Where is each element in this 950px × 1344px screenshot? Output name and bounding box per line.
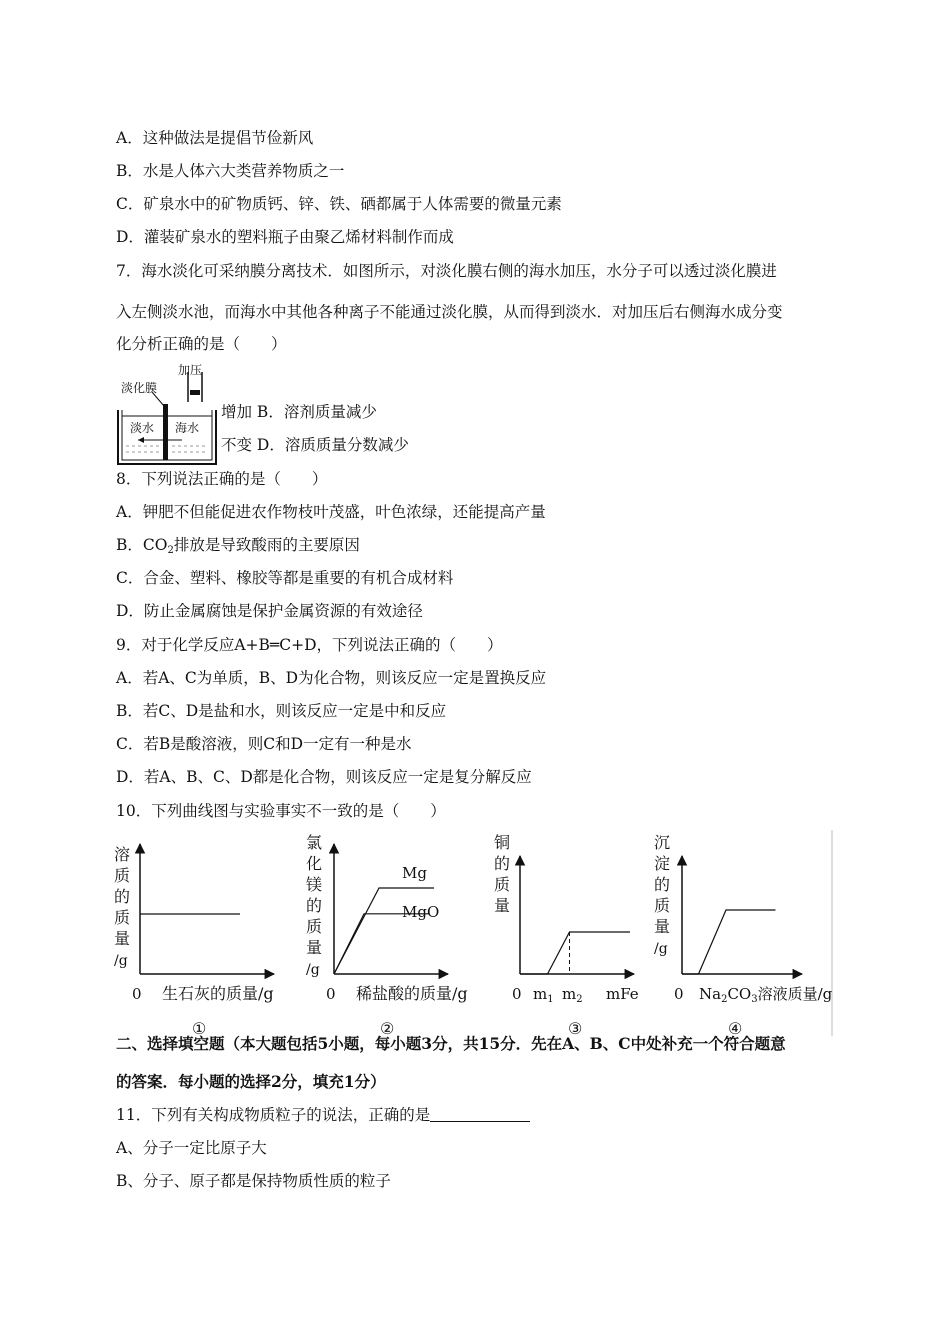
chart-3-xlabel: mFe (606, 985, 639, 1003)
chart-2-legend-mgo: MgO (402, 903, 440, 921)
chart-2-mg-line (334, 888, 434, 974)
q11-answer-blank[interactable] (430, 1107, 530, 1122)
svg-text:量: 量 (494, 896, 511, 915)
q6-option-b: B．水是人体六大类营养物质之一 (116, 162, 345, 180)
q9-option-a: A．若A、C为单质，B、D为化合物，则该反应一定是置换反应 (116, 669, 547, 687)
svg-text:溶: 溶 (114, 845, 131, 864)
chart-1-number: ① (192, 1019, 207, 1038)
q11-option-b: B、分子、原子都是保持物质性质的粒子 (116, 1172, 391, 1190)
chart-1-origin: 0 (132, 985, 142, 1003)
svg-text:质: 质 (114, 908, 131, 927)
q7-options-row1: 增加 B．溶剂质量减少 (221, 403, 377, 421)
q7-stem-line2: 入左侧淡水池，而海水中其他各种离子不能通过淡化膜，从而得到淡水．对加压后右侧海水成分变 (116, 303, 783, 321)
q7-membrane-figure (116, 362, 220, 468)
q10-stem: 10．下列曲线图与实验事实不一致的是（ ） (116, 802, 446, 820)
q8-option-b: B．$CO_2$排放是导致酸雨的主要原因 (116, 536, 360, 556)
q7-options-row2: 不变 D．溶质质量分数减少 (221, 436, 409, 454)
chart-4 (654, 833, 833, 1038)
svg-text:化: 化 (306, 854, 323, 873)
q9-option-c: C．若B是酸溶液，则C和D一定有一种是水 (116, 735, 412, 753)
q6-option-d: D．灌装矿泉水的塑料瓶子由聚乙烯材料制作而成 (116, 228, 454, 246)
svg-text:氯: 氯 (306, 833, 323, 852)
svg-text:质: 质 (306, 917, 323, 936)
chart-2-legend-mg: Mg (402, 864, 427, 882)
svg-text:/g: /g (114, 953, 128, 969)
svg-text:的: 的 (306, 896, 323, 915)
chart-4-series-line (682, 910, 776, 974)
svg-text:的: 的 (114, 887, 131, 906)
svg-text:质: 质 (654, 896, 671, 915)
svg-text:的: 的 (654, 875, 671, 894)
section2-heading-line2: 的答案．每小题的选择2分，填充1分） (116, 1072, 386, 1091)
svg-text:/g: /g (654, 941, 668, 957)
q8-option-a: A．钾肥不但能促进农作物枝叶茂盛，叶色浓绿，还能提高产量 (116, 503, 546, 521)
q8-stem: 8．下列说法正确的是（ ） (116, 470, 328, 488)
fresh-water-label: 淡水 (130, 421, 155, 435)
svg-text:质: 质 (114, 866, 131, 885)
chart-3 (494, 833, 639, 1038)
chart-4-xlabel: $Na_2CO_3$溶液质量/g (699, 985, 833, 1005)
svg-text:淀: 淀 (654, 854, 671, 873)
q7-stem-line1: 7．海水淡化可采纳膜分离技术．如图所示，对淡化膜右侧的海水加压，水分子可以透过淡化膜进 (116, 262, 777, 280)
svg-text:的: 的 (494, 854, 511, 873)
q11-option-a: A、分子一定比原子大 (116, 1139, 267, 1157)
q6-option-c: C．矿泉水中的矿物质钙、锌、铁、硒都属于人体需要的微量元素 (116, 195, 562, 213)
sea-water-label: 海水 (175, 421, 200, 435)
q9-stem: 9．对于化学反应A+B═C+D，下列说法正确的（ ） (116, 636, 503, 654)
svg-text:量: 量 (114, 929, 131, 948)
svg-text:质: 质 (494, 875, 511, 894)
chart-4-origin: 0 (674, 985, 684, 1003)
q7-stem-line3: 化分析正确的是（ ） (116, 335, 287, 353)
chart-2-mgo-line (334, 914, 429, 974)
chart-4-number: ④ (728, 1019, 743, 1038)
chart-2-origin: 0 (326, 985, 336, 1003)
svg-text:镁: 镁 (306, 875, 323, 894)
chart-3-tick-m2: $m_2$ (562, 985, 583, 1005)
chart-2-xlabel: 稀盐酸的质量/g (356, 984, 468, 1003)
chart-3-number: ③ (568, 1019, 583, 1038)
section2-heading-line1: 二、选择填空题（本大题包括5小题，每小题3分，共15分．先在A、B、C中处补充一个符合题意 (116, 1034, 786, 1053)
q9-option-b: B．若C、D是盐和水，则该反应一定是中和反应 (116, 702, 447, 720)
svg-text:/g: /g (306, 962, 320, 978)
chart-3-origin: 0 (512, 985, 522, 1003)
chart-2-number: ② (380, 1019, 395, 1038)
svg-text:量: 量 (306, 938, 323, 957)
q6-option-a: A．这种做法是提倡节俭新风 (116, 129, 314, 147)
q10-charts (112, 826, 836, 1042)
q8-option-c: C．合金、塑料、橡胶等都是重要的有机合成材料 (116, 569, 454, 587)
q8-option-d: D．防止金属腐蚀是保护金属资源的有效途径 (116, 602, 423, 620)
svg-text:量: 量 (654, 917, 671, 936)
chart-1-xlabel: 生石灰的质量/g (162, 984, 274, 1003)
chart-3-tick-m1: $m_1$ (533, 985, 554, 1005)
q9-option-d: D．若A、B、C、D都是化合物，则该反应一定是复分解反应 (116, 768, 532, 786)
pressure-label: 加压 (178, 363, 203, 377)
svg-text:沉: 沉 (654, 833, 671, 852)
q11-stem: 11．下列有关构成物质粒子的说法，正确的是 (116, 1105, 530, 1125)
membrane-label: 淡化膜 (121, 381, 158, 395)
chart-3-series-line (520, 932, 630, 974)
chart-2 (306, 833, 468, 1038)
svg-text:铜: 铜 (494, 833, 511, 852)
chart-1 (114, 844, 274, 1038)
